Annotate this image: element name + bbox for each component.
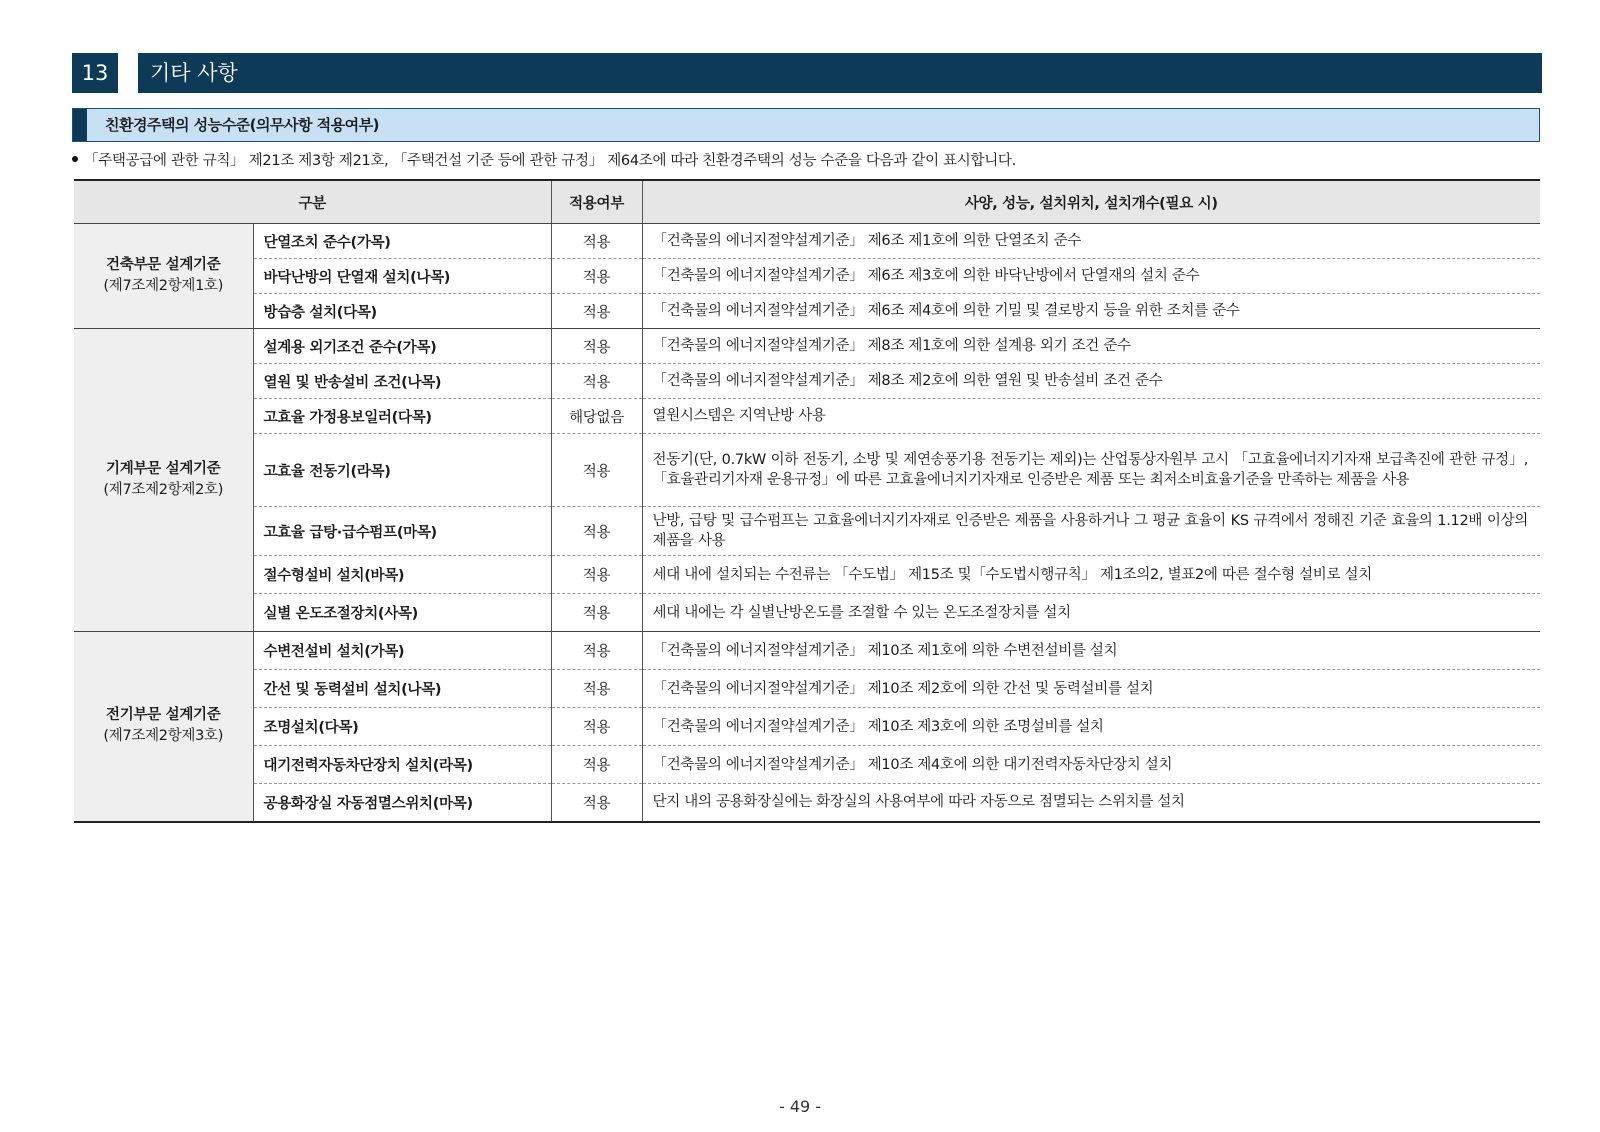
desc-cell: 「건축물의 에너지절약설계기준」 제6조 제4호에 의한 기밀 및 결로방지 등을 위한 조치를 준수 (642, 294, 1540, 329)
performance-table (74, 179, 1540, 823)
category-cell (74, 224, 253, 329)
desc-cell: 단지 내의 공용화장실에는 화장실의 사용여부에 따라 자동으로 점멸되는 스위치를 설치 (642, 784, 1540, 822)
table-row (74, 364, 1540, 399)
desc-cell: 「건축물의 에너지절약설계기준」 제10조 제3호에 의한 조명설비를 설치 (642, 708, 1540, 746)
table-row (74, 708, 1540, 746)
desc-cell: 「건축물의 에너지절약설계기준」 제10조 제4호에 의한 대기전력자동차단장치 설치 (642, 746, 1540, 784)
table-row (74, 329, 1540, 364)
section-title: 기타 사항 (138, 53, 1542, 93)
header-category: 구분 (74, 180, 551, 224)
header-applied: 적용여부 (551, 180, 642, 224)
desc-cell: 난방, 급탕 및 급수펌프는 고효율에너지기자재로 인증받은 제품을 사용하거나 그 평균 효율이 KS 규격에서 정해진 기준 효율의 1.12배 이상의 제품을 사용 (642, 507, 1540, 556)
table-row (74, 507, 1540, 556)
item-cell: 간선 및 동력설비 설치(나목) (253, 670, 551, 708)
intro-text: 「주택공급에 관한 규칙」 제21조 제3항 제21호, 「주택건설 기준 등에 관한 규정」 제64조에 따라 친환경주택의 성능 수준을 다음과 같이 표시합니다. (84, 153, 1016, 169)
item-cell: 바닥난방의 단열재 설치(나목) (253, 259, 551, 294)
applied-cell: 적용 (551, 632, 642, 670)
table-row (74, 746, 1540, 784)
applied-cell: 적용 (551, 329, 642, 364)
desc-cell: 「건축물의 에너지절약설계기준」 제10조 제2호에 의한 간선 및 동력설비를 설치 (642, 670, 1540, 708)
applied-cell: 적용 (551, 556, 642, 594)
category-name: 전기부문 설계기준 (106, 707, 221, 724)
page-number: - 49 - (778, 1097, 822, 1116)
table-row (74, 399, 1540, 434)
item-cell: 단열조치 준수(가목) (253, 224, 551, 259)
item-cell: 설계용 외기조건 준수(가목) (253, 329, 551, 364)
applied-cell: 적용 (551, 259, 642, 294)
desc-cell: 「건축물의 에너지절약설계기준」 제6조 제1호에 의한 단열조치 준수 (642, 224, 1540, 259)
category-ref: (제7조제2항제2호) (103, 482, 224, 498)
category-cell (74, 632, 253, 822)
intro-paragraph (72, 149, 1016, 170)
desc-cell: 「건축물의 에너지절약설계기준」 제8조 제1호에 의한 설계용 외기 조건 준수 (642, 329, 1540, 364)
applied-cell: 적용 (551, 746, 642, 784)
section-header (72, 53, 1542, 93)
item-cell: 절수형설비 설치(바목) (253, 556, 551, 594)
header-spec: 사양, 성능, 설치위치, 설치개수(필요 시) (642, 180, 1540, 224)
category-name: 건축부문 설계기준 (106, 257, 221, 273)
item-cell: 조명설치(다목) (253, 708, 551, 746)
section-number: 13 (72, 53, 118, 93)
desc-cell: 세대 내에 설치되는 수전류는 「수도법」 제15조 및「수도법시행규칙」 제1조의2, 별표2에 따른 절수형 설비로 설치 (642, 556, 1540, 594)
item-cell: 대기전력자동차단장치 설치(라목) (253, 746, 551, 784)
subsection-accent-bar (73, 109, 87, 141)
subsection-header (72, 108, 1540, 142)
table-row (74, 294, 1540, 329)
applied-cell: 적용 (551, 507, 642, 556)
bullet-icon (72, 156, 78, 162)
table-row (74, 670, 1540, 708)
applied-cell: 적용 (551, 784, 642, 822)
table-header-row (74, 180, 1540, 224)
table-row (74, 556, 1540, 594)
category-name: 기계부문 설계기준 (106, 461, 221, 477)
desc-cell: 열원시스템은 지역난방 사용 (642, 399, 1540, 434)
applied-cell: 적용 (551, 294, 642, 329)
item-cell: 열원 및 반송설비 조건(나목) (253, 364, 551, 399)
category-ref: (제7조제2항제3호) (103, 728, 224, 745)
desc-cell: 세대 내에는 각 실별난방온도를 조절할 수 있는 온도조절장치를 설치 (642, 594, 1540, 632)
table-row (74, 594, 1540, 632)
applied-cell: 적용 (551, 364, 642, 399)
item-cell: 공용화장실 자동점멸스위치(마목) (253, 784, 551, 822)
applied-cell: 적용 (551, 224, 642, 259)
desc-cell: 「건축물의 에너지절약설계기준」 제6조 제3호에 의한 바닥난방에서 단열재의 설치 준수 (642, 259, 1540, 294)
category-cell (74, 329, 253, 632)
applied-cell: 적용 (551, 670, 642, 708)
table-row (74, 632, 1540, 670)
applied-cell: 적용 (551, 434, 642, 507)
table-row (74, 434, 1540, 507)
category-ref: (제7조제2항제1호) (103, 278, 224, 294)
item-cell: 고효율 전동기(라목) (253, 434, 551, 507)
table-row (74, 259, 1540, 294)
table-row (74, 224, 1540, 259)
item-cell: 고효율 급탕·급수펌프(마목) (253, 507, 551, 556)
item-cell: 수변전설비 설치(가목) (253, 632, 551, 670)
item-cell: 고효율 가정용보일러(다목) (253, 399, 551, 434)
desc-cell: 「건축물의 에너지절약설계기준」 제10조 제1호에 의한 수변전설비를 설치 (642, 632, 1540, 670)
item-cell: 방습층 설치(다목) (253, 294, 551, 329)
item-cell: 실별 온도조절장치(사목) (253, 594, 551, 632)
table-row (74, 784, 1540, 822)
applied-cell: 해당없음 (551, 399, 642, 434)
subsection-title: 친환경주택의 성능수준(의무사항 적용여부) (105, 116, 379, 134)
applied-cell: 적용 (551, 708, 642, 746)
desc-cell: 「건축물의 에너지절약설계기준」 제8조 제2호에 의한 열원 및 반송설비 조건 준수 (642, 364, 1540, 399)
applied-cell: 적용 (551, 594, 642, 632)
desc-cell: 전동기(단, 0.7kW 이하 전동기, 소방 및 제연송풍기용 전동기는 제외)는 산업통상자원부 고시 「고효율에너지기자재 보급촉진에 관한 규정」, 「효율관리기자재 운용규정」에 따른 고효율에너지기자재로 인증받은 제품 또는 최저소비효율기준을 만족하는 제품을 사용 (642, 434, 1540, 507)
